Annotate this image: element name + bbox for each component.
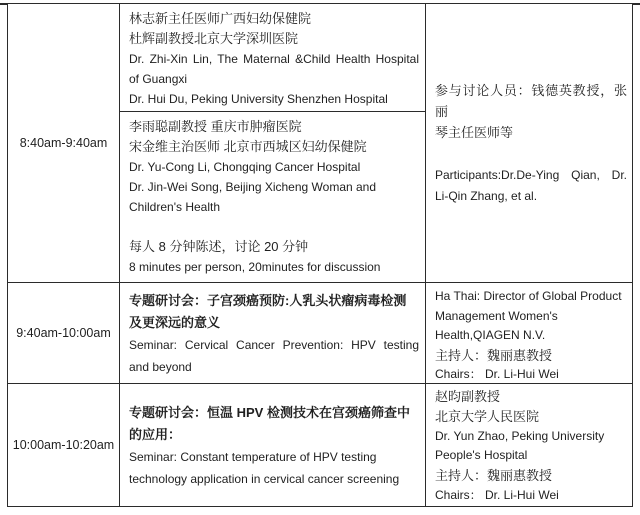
chair-cell-row3 (426, 384, 632, 506)
presenter-line-cn: 赵昀副教授 (435, 389, 501, 404)
session-cell-row3 (120, 384, 426, 506)
host-line-en: Chairs： Dr. Li-Hui Wei (435, 367, 559, 381)
seminar-title-cn: 的应用： (129, 427, 182, 442)
speaker-line-en: Dr. Yu-Cong Li, Chongqing Cancer Hospital (129, 160, 361, 174)
host-line-cn: 主持人：魏丽惠教授 (435, 347, 553, 363)
presenter-line-en: Dr. Yun Zhao, Peking University (435, 428, 605, 443)
session-cell-row2 (120, 283, 426, 384)
time-label-row1: 8:40am-9:40am (19, 136, 108, 150)
program-schedule-table (7, 3, 633, 507)
speaker-line-cn: 杜辉副教授北京大学深圳医院 (129, 31, 299, 46)
speaker-block-2 (120, 112, 425, 282)
presenter-line-en: People's Hospital (435, 448, 528, 463)
participants-line-cn: 参与讨论人员：钱德英教授，张丽 (435, 82, 627, 119)
duration-note-en: 8 minutes per person, 20minutes for discussion (129, 260, 381, 274)
speaker-line-en: of Guangxi (129, 72, 188, 86)
seminar-title-cn: 专题研讨会：子宫颈癌预防:人乳头状瘤病毒检测 (129, 293, 407, 308)
presenter-line-cn: 北京大学人民医院 (435, 408, 540, 424)
speaker-line-cn: 宋金维主治医师 北京市西城区妇幼保健院 (129, 139, 367, 154)
seminar-title-en: technology application in cervical cancer screening (129, 472, 400, 486)
participants-line-en: Participants:Dr.De-Ying Qian, Dr. (435, 167, 627, 182)
speaker-line-en: Dr. Zhi-Xin Lin, The Maternal &Child Health Hospital (129, 52, 419, 66)
speaker-line-en: Dr. Jin-Wei Song, Beijing Xicheng Woman and (129, 180, 377, 194)
seminar-title-en: and beyond (129, 360, 192, 374)
time-cell-row3 (8, 384, 120, 506)
duration-note-cn: 每人 8 分钟陈述，讨论 20 分钟 (129, 239, 309, 254)
seminar-title-en: Seminar: Constant temperature of HPV testing (129, 450, 377, 464)
session-cell-row1 (120, 4, 426, 283)
speaker-line-cn: 林志新主任医师广西妇幼保健院 (129, 11, 312, 26)
time-cell-row2 (8, 283, 120, 384)
chair-cell-row2 (426, 283, 632, 384)
time-cell-row1 (8, 4, 120, 283)
seminar-title-cn: 及更深远的意义 (129, 315, 221, 330)
host-line-cn: 主持人：魏丽惠教授 (435, 468, 553, 484)
presenter-line-en: Health,QIAGEN N.V. (435, 328, 546, 342)
speaker-block-1 (120, 4, 425, 112)
speaker-line-cn: 李雨聪副教授 重庆市肿瘤医院 (129, 119, 302, 134)
seminar-title-en: Seminar: Cervical Cancer Prevention: HPV testing (129, 338, 419, 352)
speaker-line-en: Dr. Hui Du, Peking University Shenzhen Hospital (129, 92, 388, 106)
seminar-title-cn: 专题研讨会：恒温 HPV 检测技术在宫颈癌筛查中 (129, 405, 410, 420)
time-label-row3: 10:00am-10:20am (12, 438, 115, 452)
time-label-row2: 9:40am-10:00am (16, 326, 111, 340)
presenter-line-en: Ha Thai: Director of Global Product (435, 289, 622, 303)
speaker-line-en: Children's Health (129, 200, 221, 214)
host-line-en: Chairs： Dr. Li-Hui Wei (435, 487, 559, 502)
presenter-line-en: Management Women's (435, 308, 558, 323)
participants-cell-row1 (426, 4, 632, 283)
participants-line-en: Li-Qin Zhang, et al. (435, 188, 538, 203)
participants-line-cn: 琴主任医师等 (435, 124, 514, 140)
